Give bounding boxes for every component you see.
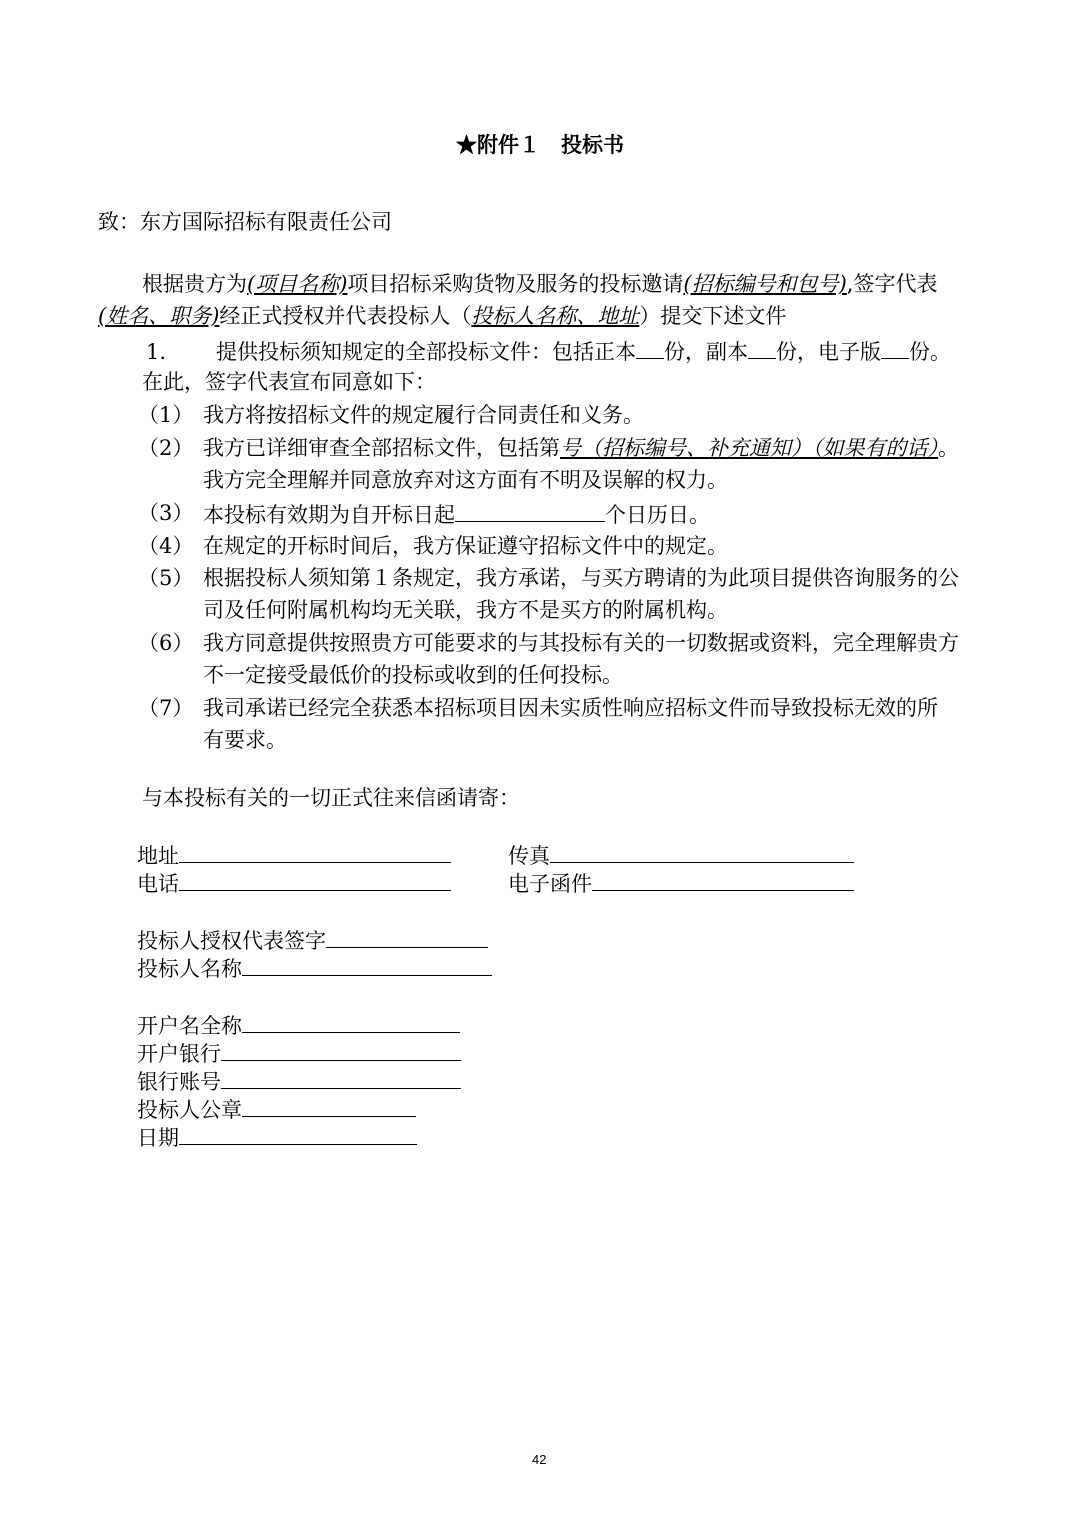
clause-text (203, 503, 710, 526)
bank-blank[interactable] (221, 1042, 461, 1061)
clause-text-line-2: 我方完全理解并同意放弃对这方面有不明及误解的权力。 (203, 468, 728, 492)
clause-text: 我方同意提供按照贵方可能要求的与其投标有关的一切数据或资料，完全理解贵方 (203, 631, 959, 655)
address-field (137, 844, 451, 867)
clause-number: （3） (138, 501, 194, 525)
item-1-number: 1. (146, 340, 167, 364)
date-field (137, 1126, 417, 1149)
validity-days-blank (455, 503, 605, 522)
intro-text-5: ）提交下述文件 (639, 304, 787, 328)
account-name-label: 开户名全称 (137, 1014, 242, 1038)
item-1-text-c: 份，电子版 (776, 340, 882, 364)
electronic-count-blank (881, 340, 909, 359)
item-1 (146, 340, 951, 363)
clause-number: （1） (138, 403, 194, 427)
signature-label: 投标人授权代表签字 (137, 929, 326, 953)
phone-blank[interactable] (179, 872, 451, 891)
email-field (508, 872, 854, 895)
account-name-field (137, 1014, 460, 1037)
seal-label: 投标人公章 (137, 1098, 242, 1122)
clause-text-a: 本投标有效期为自开标日起 (203, 503, 455, 527)
clause-text-line-2: 不一定接受最低价的投标或收到的任何投标。 (203, 663, 623, 687)
clause-number: （6） (138, 631, 194, 655)
clause-number: （7） (138, 696, 194, 720)
bidder-name-label: 投标人名称 (137, 957, 242, 981)
bid-number-placeholder: (招标编号和包号) (683, 272, 847, 296)
date-blank[interactable] (179, 1126, 417, 1145)
page-number: 42 (532, 1452, 547, 1467)
clause-number: （4） (138, 534, 194, 558)
intro-text-3: ,签字代表 (846, 272, 938, 296)
addressee: 致：东方国际招标有限责任公司 (98, 210, 392, 234)
item-1-text-d: 份。 (909, 340, 952, 364)
clause-text: 根据投标人须知第１条规定，我方承诺，与买方聘请的为此项目提供咨询服务的公 (203, 566, 959, 590)
item-1-text-a: 提供投标须知规定的全部投标文件：包括正本 (216, 340, 637, 364)
seal-blank[interactable] (242, 1098, 416, 1117)
clause-text: 我方将按招标文件的规定履行合同责任和义务。 (203, 403, 644, 427)
email-blank[interactable] (592, 872, 854, 891)
clause-number: （5） (138, 566, 194, 590)
contact-intro: 与本投标有关的一切正式往来信函请寄： (142, 786, 520, 810)
document-title: ★附件１ 投标书 (456, 132, 624, 157)
intro-text-4: 经正式授权并代表投标人（ (219, 304, 472, 328)
clause-text: 我司承诺已经完全获悉本招标项目因未实质性响应招标文件而导致投标无效的所 (203, 696, 938, 720)
project-name-placeholder: (项目名称) (247, 272, 348, 296)
clause-text-line-2: 有要求。 (203, 728, 287, 752)
fax-field (508, 844, 854, 867)
signature-field (137, 929, 488, 952)
clause-number: （2） (138, 436, 194, 460)
bidder-placeholder: 投标人名称、地址 (471, 304, 640, 328)
clause-text-c: 。 (938, 436, 959, 460)
item-1-text-b: 份，副本 (664, 340, 749, 364)
phone-label: 电话 (137, 872, 179, 896)
copy-count-blank (748, 340, 776, 359)
account-name-blank[interactable] (242, 1014, 460, 1033)
intro-line-1 (142, 274, 937, 295)
clause-text-a: 我方已详细审查全部招标文件，包括第 (203, 436, 560, 460)
phone-field (137, 872, 451, 895)
intro-text-1: 根据贵方为 (142, 272, 247, 296)
address-blank[interactable] (179, 844, 451, 863)
account-number-field (137, 1070, 461, 1093)
clause-text: 在规定的开标时间后，我方保证遵守招标文件中的规定。 (203, 534, 728, 558)
email-label: 电子函件 (508, 872, 592, 896)
clause-text-line-2: 司及任何附属机构均无关联，我方不是买方的附属机构。 (203, 598, 728, 622)
declaration: 在此，签字代表宣布同意如下： (142, 370, 436, 394)
bidder-name-blank[interactable] (242, 957, 492, 976)
bid-doc-placeholder: 号（招标编号、补充通知）（如果有的话） (560, 436, 938, 460)
name-title-placeholder: (姓名、职务) (98, 304, 220, 328)
bidder-name-field (137, 957, 492, 980)
fax-blank[interactable] (550, 844, 854, 863)
date-label: 日期 (137, 1126, 179, 1150)
account-number-label: 银行账号 (137, 1070, 221, 1094)
signature-blank[interactable] (326, 929, 488, 948)
account-number-blank[interactable] (221, 1070, 461, 1089)
original-count-blank (636, 340, 664, 359)
bank-field (137, 1042, 461, 1065)
address-label: 地址 (137, 844, 179, 868)
clause-text-b: 个日历日。 (605, 503, 710, 527)
intro-line-2 (98, 306, 786, 327)
bank-label: 开户银行 (137, 1042, 221, 1066)
seal-field (137, 1098, 416, 1121)
fax-label: 传真 (508, 844, 550, 868)
clause-text (203, 438, 959, 459)
intro-text-2: 项目招标采购货物及服务的投标邀请 (347, 272, 684, 296)
